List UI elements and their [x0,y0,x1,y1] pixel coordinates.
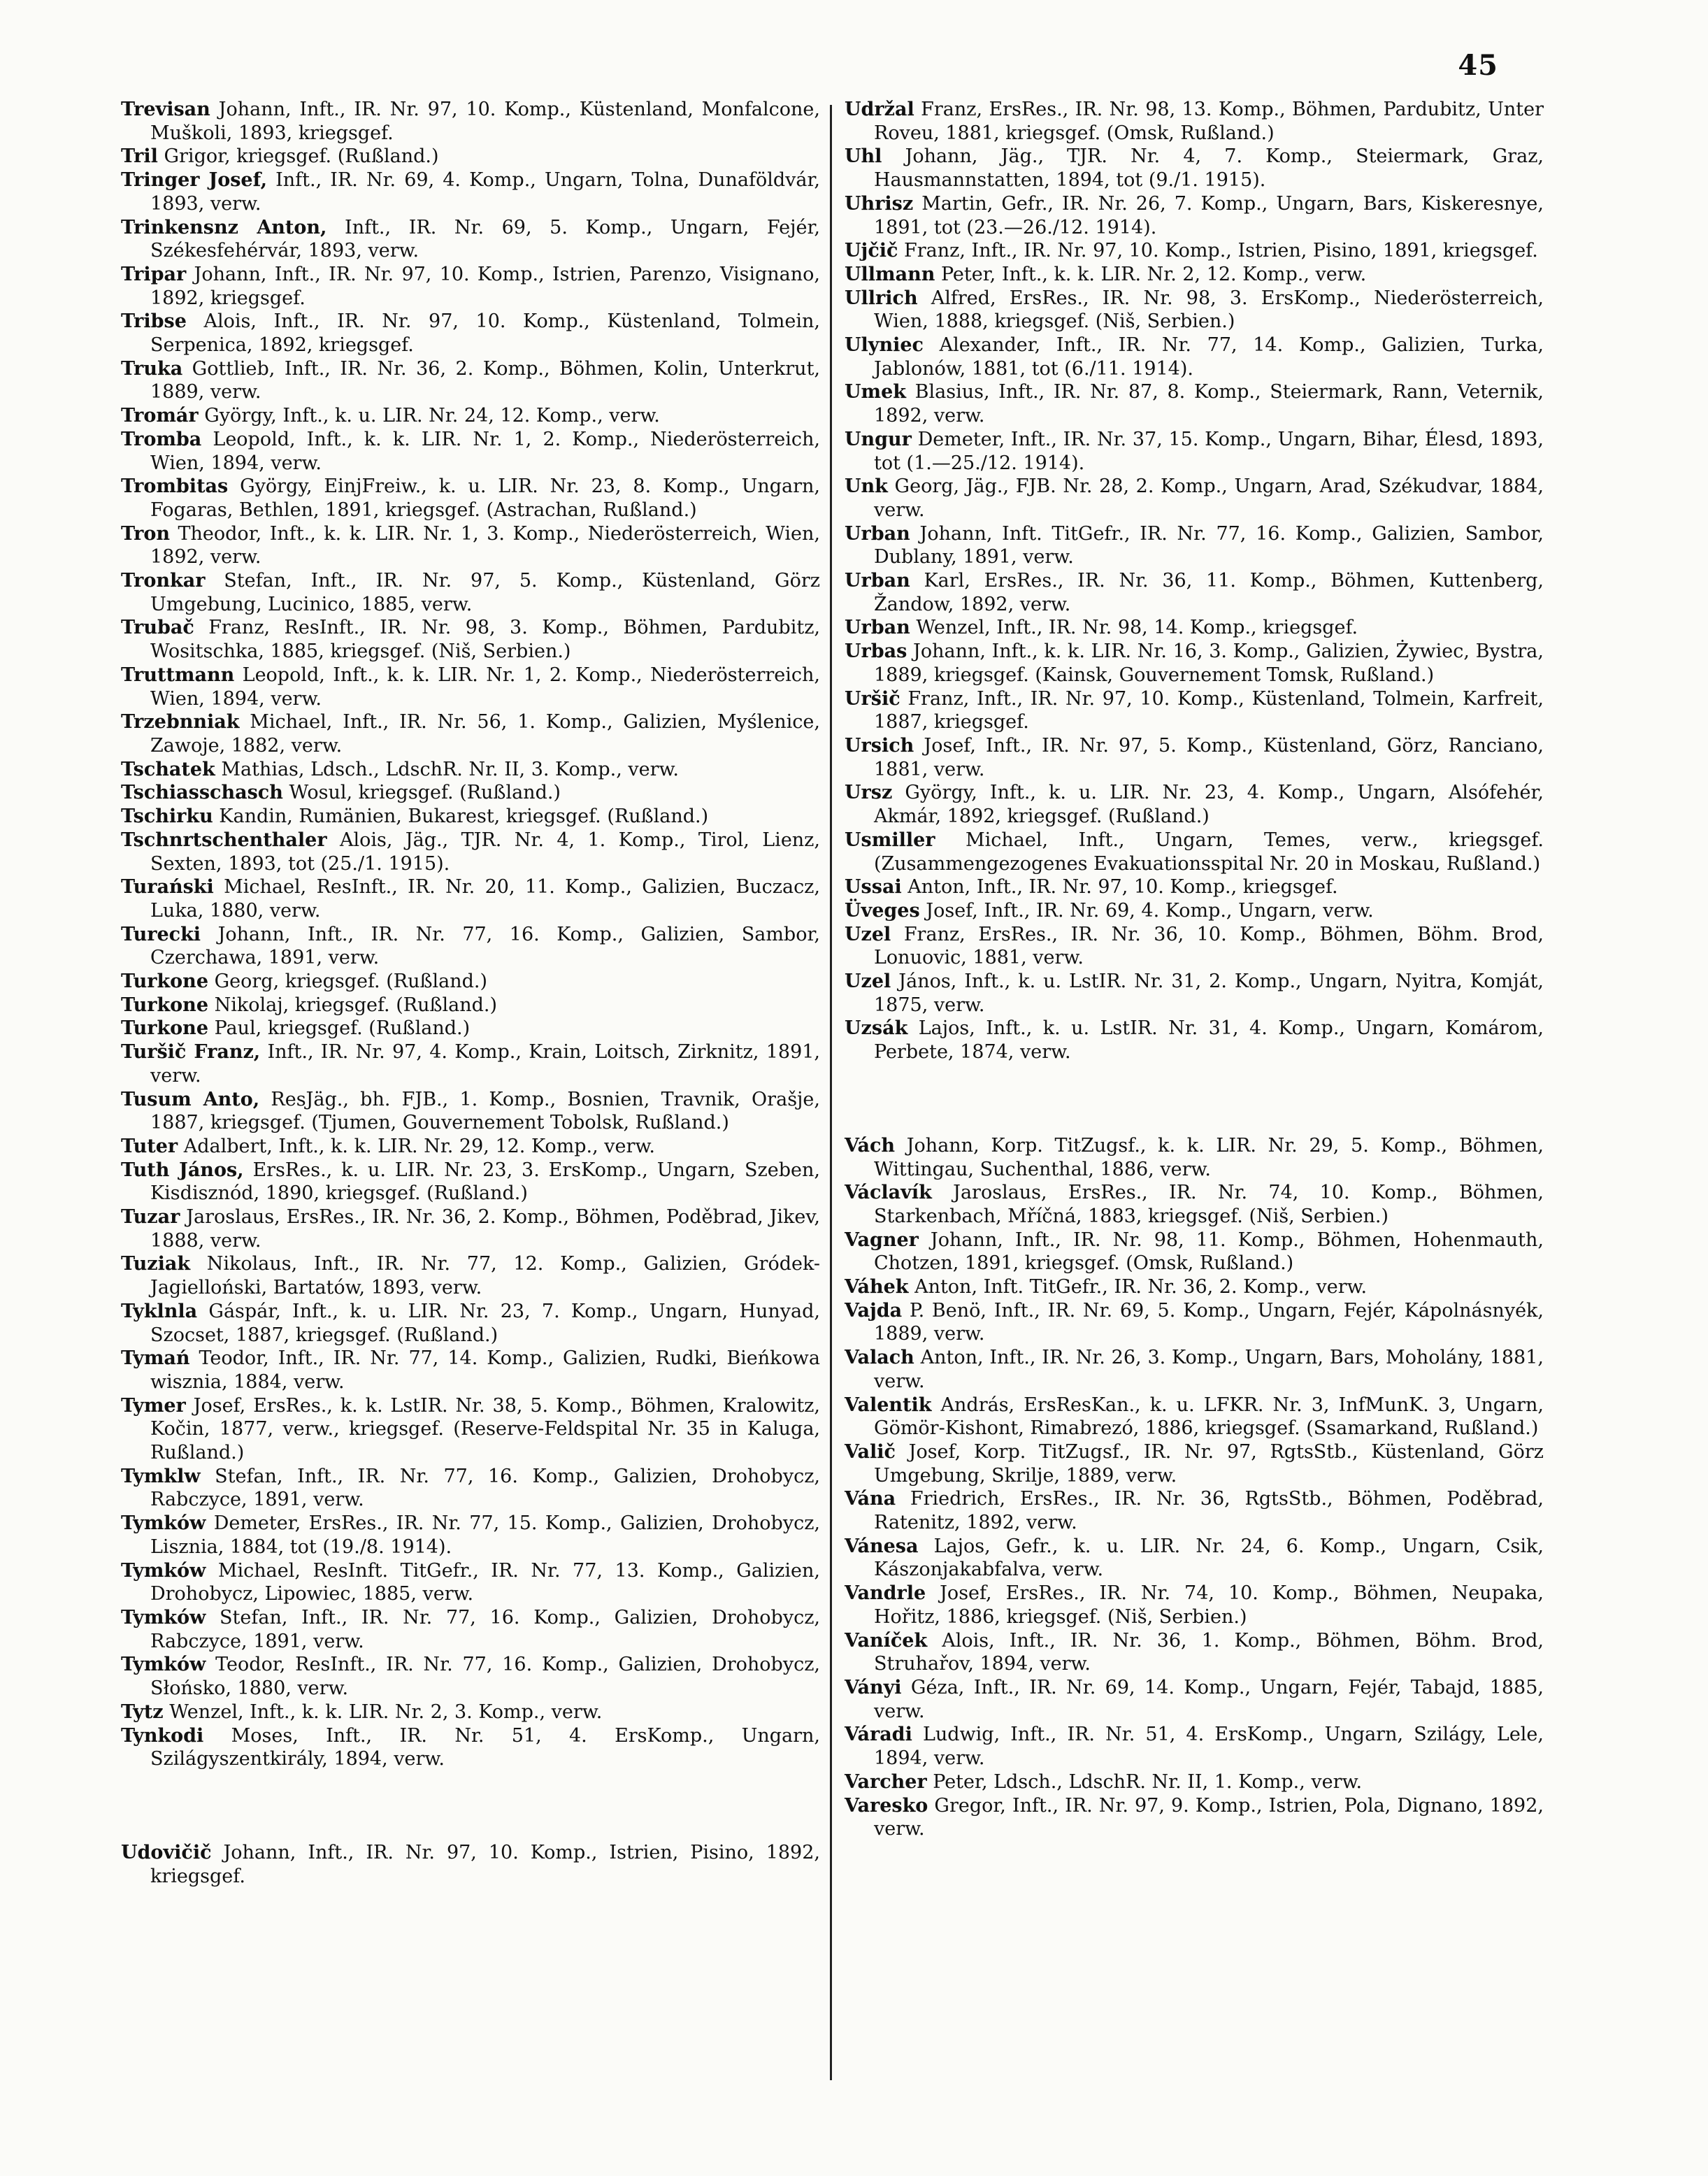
register-entry [121,1724,820,1771]
entry-surname: Turkone [121,971,208,993]
entry-details: Josef, Inft., IR. Nr. 97, 5. Komp., Küstenland, Görz, Ranciano, 1881, verw. [874,734,1544,780]
entry-surname: Václavík [845,1182,932,1204]
register-entry [845,1629,1544,1676]
entry-details: Theodor, Inft., k. k. LIR. Nr. 1, 3. Komp., Niederösterreich, Wien, 1892, verw. [150,522,820,568]
entry-details: Johann, Inft., k. k. LIR. Nr. 16, 3. Komp., Galizien, Żywiec, Bystra, 1889, kriegsgef. (Kainsk, Gouvernement Tomsk, Rußland.) [874,640,1544,686]
entry-surname: Tuziak [121,1253,191,1275]
entry-details: Johann, Inft. TitGefr., IR. Nr. 77, 16. Komp., Galizien, Sambor, Dublany, 1891, verw. [874,522,1544,568]
entry-details: Nikolaj, kriegsgef. (Rußland.) [208,994,498,1016]
register-entry [845,1394,1544,1440]
register-entry [845,1676,1544,1723]
entry-details: Adalbert, Inft., k. k. LIR. Nr. 29, 12. Komp., verw. [178,1135,655,1157]
entry-surname: Turšič Franz, [121,1041,261,1064]
register-entry [121,1205,820,1252]
entry-surname: Trombitas [121,475,229,498]
entry-details: Martin, Gefr., IR. Nr. 26, 7. Komp., Ungarn, Bars, Kiskeresnye, 1891, tot (23.—26./12. 1914). [874,192,1544,238]
entry-surname: Unk [845,475,888,498]
entry-details: Karl, ErsRes., IR. Nr. 36, 11. Komp., Böhmen, Kuttenberg, Žandow, 1892, verw. [874,570,1544,615]
entry-details: György, EinjFreiw., k. u. LIR. Nr. 23, 8. Komp., Ungarn, Fogaras, Bethlen, 1891, kriegsgef. (Astrachan, Rußland.) [150,475,820,521]
register-entry [121,829,820,875]
register-entry [845,522,1544,569]
entry-surname: Trevisan [121,99,210,120]
entry-details: Peter, Ldsch., LdschR. Nr. II, 1. Komp., verw. [926,1770,1363,1793]
register-entry [845,923,1544,970]
register-entry [845,1794,1544,1841]
entry-surname: Uršič [845,687,900,710]
entry-surname: Uhl [845,145,882,168]
entry-surname: Uzel [845,971,891,993]
entry-details: ResJäg., bh. FJB., 1. Komp., Bosnien, Travnik, Orašje, 1887, kriegsgef. (Tjumen, Gouvernement Tobolsk, Rußland.) [150,1088,820,1134]
register-entry [121,781,820,805]
entry-details: Nikolaus, Inft., IR. Nr. 77, 12. Komp., Galizien, Gródek-Jagielloński, Bartatów, 1893, verw. [150,1253,820,1299]
entry-details: Josef, Inft., IR. Nr. 69, 4. Komp., Ungarn, verw. [919,899,1374,922]
register-entry [121,923,820,970]
entry-surname: Urban [845,522,910,545]
register-entry [845,1440,1544,1487]
entry-surname: Valach [845,1347,914,1369]
entry-details: Friedrich, ErsRes., IR. Nr. 36, RgtsStb., Böhmen, Poděbrad, Ratenitz, 1892, verw. [874,1488,1544,1534]
entry-details: Lajos, Gefr., k. u. LIR. Nr. 24, 6. Komp., Ungarn, Csik, Kászonjakabfalva, verw. [874,1535,1544,1581]
entry-surname: Varcher [845,1770,927,1793]
register-entry [845,1299,1544,1346]
entry-details: Leopold, Inft., k. k. LIR. Nr. 1, 2. Komp., Niederösterreich, Wien, 1894, verw. [150,664,820,710]
register-entry [121,875,820,922]
entry-details: P. Benö, Inft., IR. Nr. 69, 5. Komp., Ungarn, Fejér, Kápolnásnyék, 1889, verw. [874,1299,1544,1345]
entry-surname: Tuth János, [121,1159,244,1181]
register-entry [845,1770,1544,1794]
register-entry [845,829,1544,875]
entry-details: Inft., IR. Nr. 97, 4. Komp., Krain, Loitsch, Zirknitz, 1891, verw. [150,1041,821,1087]
register-entry [121,145,820,169]
register-entry [121,1559,820,1606]
entry-details: Wosul, kriegsgef. (Rußland.) [282,782,561,804]
register-entry [845,875,1544,899]
register-entry [121,1300,820,1347]
entry-surname: Tschirku [121,806,213,828]
entry-surname: Tuzar [121,1206,180,1229]
register-entry [845,1487,1544,1534]
entry-surname: Tuter [121,1135,178,1157]
entry-details: Stefan, Inft., IR. Nr. 97, 5. Komp., Küstenland, Görz Umgebung, Lucinico, 1885, verw. [150,570,820,615]
entry-details: Peter, Inft., k. k. LIR. Nr. 2, 12. Komp., verw. [935,263,1367,285]
register-entry [121,1159,820,1205]
entry-surname: Vách [845,1134,896,1157]
entry-details: Kandin, Rumänien, Bukarest, kriegsgef. (Rußland.) [213,806,709,828]
entry-details: Franz, Inft., IR. Nr. 97, 10. Komp., Küstenland, Tolmein, Karfreit, 1887, kriegsgef. [874,687,1544,733]
register-entry [121,1347,820,1394]
register-entry [845,734,1544,781]
entry-details: Franz, ResInft., IR. Nr. 98, 3. Komp., Böhmen, Pardubitz, Wositschka, 1885, kriegsgef. (Niš, Serbien.) [150,617,820,663]
entry-details: Michael, ResInft., IR. Nr. 20, 11. Komp., Galizien, Buczacz, Luka, 1880, verw. [150,876,820,922]
entry-details: Demeter, ErsRes., IR. Nr. 77, 15. Komp., Galizien, Drohobycz, Lisznia, 1884, tot (19./8. 1914). [150,1512,820,1558]
entry-surname: Tringer Josef, [121,169,268,192]
entry-surname: Valič [845,1440,896,1463]
entry-surname: Truka [121,357,183,380]
entry-details: Géza, Inft., IR. Nr. 69, 14. Komp., Ungarn, Fejér, Tabajd, 1885, verw. [874,1677,1544,1722]
register-entry [845,1181,1544,1228]
entry-details: Johann, Jäg., TJR. Nr. 4, 7. Komp., Steiermark, Graz, Hausmannstatten, 1894, tot (9./1. 1915). [874,145,1544,192]
register-entry [845,1582,1544,1629]
register-entry [845,1017,1544,1064]
entry-surname: Vajda [845,1299,903,1322]
register-entry [845,192,1544,239]
entry-surname: Tusum Anto, [121,1088,260,1110]
register-entry [121,263,820,310]
entry-details: Jaroslaus, ErsRes., IR. Nr. 36, 2. Komp., Böhmen, Poděbrad, Jikev, 1888, verw. [150,1206,820,1252]
entry-details: György, Inft., k. u. LIR. Nr. 23, 4. Komp., Ungarn, Alsófehér, Akmár, 1892, kriegsgef. (Rußland.) [874,782,1544,828]
entry-surname: Vána [845,1488,896,1510]
entry-surname: Tril [121,145,158,168]
section-gap [121,1771,820,1841]
entry-details: Anton, Inft., IR. Nr. 26, 3. Komp., Ungarn, Bars, Moholány, 1881, verw. [874,1347,1544,1392]
register-entry [121,169,820,215]
register-entry [121,970,820,994]
entry-details: Alexander, Inft., IR. Nr. 77, 14. Komp., Galizien, Turka, Jablonów, 1881, tot (6./11. 1914). [874,334,1544,380]
entry-surname: Tschatek [121,758,215,780]
entry-details: Wenzel, Inft., IR. Nr. 98, 14. Komp., kriegsgef. [910,617,1358,639]
register-entry [121,1701,820,1724]
entry-surname: Tron [121,522,170,545]
register-entry [121,1017,820,1040]
entry-surname: Turański [121,876,214,899]
entry-surname: Usmiller [845,829,935,851]
register-entry [121,1040,820,1087]
entry-details: Alois, Jäg., TJR. Nr. 4, 1. Komp., Tirol, Lienz, Sexten, 1893, tot (25./1. 1915). [150,829,820,875]
register-entry [121,1135,820,1159]
register-entry [845,380,1544,427]
register-entry [121,1841,820,1888]
entry-details: Gáspár, Inft., k. u. LIR. Nr. 23, 7. Komp., Ungarn, Hunyad, Szocset, 1887, kriegsgef. (Rußland.) [150,1300,820,1346]
entry-surname: Urban [845,617,910,639]
column-divider [830,105,832,2080]
entry-details: Alois, Inft., IR. Nr. 36, 1. Komp., Böhmen, Böhm. Brod, Struhařov, 1894, verw. [874,1629,1544,1675]
register-entry [845,1723,1544,1770]
register-entry [845,970,1544,1017]
entry-details: Michael, Inft., IR. Nr. 56, 1. Komp., Galizien, Myślenice, Zawoje, 1882, verw. [150,711,820,757]
register-entry [121,1512,820,1559]
entry-surname: Turkone [121,1017,208,1040]
entry-details: Josef, Korp. TitZugsf., IR. Nr. 97, RgtsStb., Küstenland, Görz Umgebung, Skrilje, 1889, verw. [874,1440,1544,1487]
entry-details: Anton, Inft. TitGefr., IR. Nr. 36, 2. Komp., verw. [908,1276,1368,1298]
entry-surname: Uzsák [845,1017,908,1040]
entry-surname: Üveges [845,899,920,922]
entry-surname: Váradi [845,1724,912,1746]
register-entry [845,287,1544,334]
register-entry [845,687,1544,734]
entry-details: Georg, kriegsgef. (Rußland.) [208,971,488,993]
entry-details: ErsRes., k. u. LIR. Nr. 23, 3. ErsKomp., Ungarn, Szeben, Kisdisznód, 1890, kriegsgef. (Rußland.) [150,1159,820,1205]
entry-surname: Tymków [121,1559,206,1582]
entry-surname: Tromba [121,428,202,450]
register-entry [121,428,820,475]
register-entry [121,1606,820,1653]
register-entry [121,310,820,357]
entry-surname: Ussai [845,876,902,899]
entry-details: Johann, Inft., IR. Nr. 97, 10. Komp., Istrien, Pisino, 1892, kriegsgef. [150,1841,820,1887]
entry-details: Franz, ErsRes., IR. Nr. 98, 13. Komp., Böhmen, Pardubitz, Unter Roveu, 1881, kriegsgef. (Omsk, Rußland.) [874,99,1544,144]
entry-surname: Trubač [121,617,194,639]
entry-surname: Vandrle [845,1582,926,1605]
register-entry [121,1465,820,1512]
entry-details: Anton, Inft., IR. Nr. 97, 10. Komp., kriegsgef. [901,876,1338,899]
entry-details: Johann, Inft., IR. Nr. 97, 10. Komp., Istrien, Parenzo, Visignano, 1892, kriegsgef. [150,263,820,309]
register-entry [845,1275,1544,1299]
entry-surname: Urban [845,570,910,592]
entry-surname: Varesko [845,1794,928,1817]
entry-surname: Tromár [121,405,199,427]
entry-surname: Váhek [845,1276,909,1298]
register-entry [121,98,820,145]
register-entry [845,334,1544,380]
entry-details: Teodor, ResInft., IR. Nr. 77, 16. Komp., Galizien, Drohobycz, Słońsko, 1880, verw. [150,1654,820,1700]
entry-surname: Urbas [845,640,907,663]
left-column [121,98,820,1888]
register-entry [845,239,1544,263]
entry-surname: Valentik [845,1394,932,1416]
register-entry [845,640,1544,687]
entry-details: Johann, Inft., IR. Nr. 77, 16. Komp., Galizien, Sambor, Czerchawa, 1891, verw. [150,923,820,969]
entry-details: Blasius, Inft., IR. Nr. 87, 8. Komp., Steiermark, Rann, Veternik, 1892, verw. [874,381,1544,427]
right-column [845,98,1544,1841]
entry-details: Alois, Inft., IR. Nr. 97, 10. Komp., Küstenland, Tolmein, Serpenica, 1892, kriegsgef. [150,310,820,357]
entry-details: Johann, Inft., IR. Nr. 97, 10. Komp., Küstenland, Monfalcone, Muškoli, 1893, kriegsgef. [150,99,820,144]
entry-surname: Tynkodi [121,1724,204,1747]
register-entry [845,899,1544,923]
entry-details: Michael, ResInft. TitGefr., IR. Nr. 77, 13. Komp., Galizien, Drohobycz, Lipowiec, 1885, verw. [150,1559,820,1605]
entry-details: Inft., IR. Nr. 69, 4. Komp., Ungarn, Tolna, Dunaföldvár, 1893, verw. [150,169,820,215]
entry-details: Stefan, Inft., IR. Nr. 77, 16. Komp., Galizien, Drohobycz, Rabczyce, 1891, verw. [150,1465,820,1511]
entry-details: Gottlieb, Inft., IR. Nr. 36, 2. Komp., Böhmen, Kolin, Unterkrut, 1889, verw. [150,357,820,403]
register-entry [121,216,820,263]
register-entry [121,404,820,428]
register-entry [845,145,1544,192]
entry-details: Inft., IR. Nr. 69, 5. Komp., Ungarn, Fejér, Székesfehérvár, 1893, verw. [150,216,820,262]
entry-details: Josef, ErsRes., k. k. LstIR. Nr. 38, 5. Komp., Böhmen, Kralowitz, Kočin, 1877, verw., kriegsgef. (Reserve-Feldspital Nr. 35 in Kaluga, Rußland.) [150,1394,820,1464]
entry-surname: Tschnrtschenthaler [121,829,327,851]
entry-details: Michael, Inft., Ungarn, Temes, verw., kriegsgef. (Zusammengezogenes Evakuationsspital Nr. 20 in Moskau, Rußland.) [874,829,1544,875]
entry-surname: Tyklnla [121,1300,198,1322]
entry-surname: Tschiasschasch [121,782,283,804]
entry-surname: Trinkensnz Anton, [121,216,327,238]
register-entry [121,664,820,710]
entry-surname: Ungur [845,428,912,450]
entry-details: Moses, Inft., IR. Nr. 51, 4. ErsKomp., Ungarn, Szilágyszentkirály, 1894, verw. [150,1724,820,1770]
entry-surname: Tripar [121,263,187,285]
entry-surname: Udržal [845,99,914,120]
entry-surname: Ullmann [845,263,935,285]
entry-details: Wenzel, Inft., k. k. LIR. Nr. 2, 3. Komp., verw. [163,1701,603,1723]
register-entry [845,263,1544,287]
entry-surname: Ullrich [845,287,918,309]
register-entry [121,1088,820,1135]
entry-details: György, Inft., k. u. LIR. Nr. 24, 12. Komp., verw. [198,405,660,427]
register-entry [845,569,1544,616]
entry-surname: Tymklw [121,1465,201,1487]
entry-surname: Vagner [845,1229,919,1251]
entry-details: Leopold, Inft., k. k. LIR. Nr. 1, 2. Komp., Niederösterreich, Wien, 1894, verw. [150,428,820,474]
entry-surname: Truttmann [121,664,235,686]
register-entry [845,781,1544,828]
register-entry [845,1229,1544,1275]
entry-details: Johann, Inft., IR. Nr. 98, 11. Komp., Böhmen, Hohenmauth, Chotzen, 1891, kriegsgef. (Omsk, Rußland.) [874,1229,1544,1275]
entry-surname: Tymań [121,1347,190,1370]
entry-surname: Tronkar [121,570,206,592]
entry-details: Teodor, Inft., IR. Nr. 77, 14. Komp., Galizien, Rudki, Bieńkowa wisznia, 1884, verw. [150,1347,820,1393]
entry-details: Jaroslaus, ErsRes., IR. Nr. 74, 10. Komp., Böhmen, Starkenbach, Mříčná, 1883, kriegsgef. (Niš, Serbien.) [874,1182,1544,1227]
register-entry [121,616,820,663]
register-entry [845,98,1544,145]
register-entry [845,475,1544,522]
register-entry [845,1535,1544,1582]
entry-details: Alfred, ErsRes., IR. Nr. 98, 3. ErsKomp., Niederösterreich, Wien, 1888, kriegsgef. (Niš, Serbien.) [874,287,1544,333]
register-entry [845,616,1544,640]
entry-details: Grigor, kriegsgef. (Rußland.) [157,145,439,168]
entry-details: Stefan, Inft., IR. Nr. 77, 16. Komp., Galizien, Drohobycz, Rabczyce, 1891, verw. [150,1607,820,1652]
entry-surname: Tymków [121,1512,206,1535]
register-entry [845,1346,1544,1393]
entry-surname: Tymków [121,1607,206,1629]
entry-surname: Umek [845,381,907,403]
register-entry [121,710,820,757]
register-entry [121,994,820,1017]
entry-details: Demeter, Inft., IR. Nr. 37, 15. Komp., Ungarn, Bihar, Élesd, 1893, tot (1.—25./12. 1914). [874,428,1544,474]
register-entry [845,1134,1544,1181]
entry-surname: Ulyniec [845,334,924,357]
entry-surname: Ursz [845,782,893,804]
register-entry [121,522,820,569]
entry-details: Lajos, Inft., k. u. LstIR. Nr. 31, 4. Komp., Ungarn, Komárom, Perbete, 1874, verw. [874,1017,1544,1064]
register-entry [121,357,820,404]
page-number: 45 [1458,49,1498,82]
entry-details: Gregor, Inft., IR. Nr. 97, 9. Komp., Istrien, Pola, Dignano, 1892, verw. [874,1794,1544,1840]
entry-details: Josef, ErsRes., IR. Nr. 74, 10. Komp., Böhmen, Neupaka, Hořitz, 1886, kriegsgef. (Niš, Serbien.) [874,1582,1544,1628]
section-gap [845,1064,1544,1134]
entry-details: Johann, Korp. TitZugsf., k. k. LIR. Nr. 29, 5. Komp., Böhmen, Wittingau, Suchenthal, 1886, verw. [874,1134,1544,1180]
entry-surname: Ványi [845,1677,902,1698]
register-entry [121,569,820,616]
entry-surname: Turkone [121,994,208,1016]
register-entry [845,428,1544,475]
register-entry [121,1252,820,1299]
register-entry [121,758,820,782]
entry-surname: Uhrisz [845,192,914,215]
entry-details: Franz, Inft., IR. Nr. 97, 10. Komp., Istrien, Pisino, 1891, kriegsgef. [898,240,1538,262]
entry-details: Mathias, Ldsch., LdschR. Nr. II, 3. Komp., verw. [215,758,680,780]
entry-surname: Udovičič [121,1841,212,1863]
entry-details: András, ErsResKan., k. u. LFKR. Nr. 3, InfMunK. 3, Ungarn, Gömör-Kishont, Rimabrezó, 1886, kriegsgef. (Ssamarkand, Rußland.) [874,1394,1544,1440]
entry-details: Georg, Jäg., FJB. Nr. 28, 2. Komp., Ungarn, Arad, Székudvar, 1884, verw. [874,475,1544,521]
register-entry [121,805,820,829]
entry-surname: Tytz [121,1701,164,1723]
register-entry [121,475,820,522]
register-entry [121,1394,820,1465]
entry-surname: Turecki [121,923,201,945]
entry-surname: Vánesa [845,1535,919,1557]
entry-surname: Ujčič [845,240,898,262]
entry-surname: Tymer [121,1394,186,1417]
register-entry [121,1653,820,1700]
entry-surname: Tribse [121,310,187,333]
entry-details: Ludwig, Inft., IR. Nr. 51, 4. ErsKomp., Ungarn, Szilágy, Lele, 1894, verw. [874,1724,1544,1770]
entry-surname: Tymków [121,1654,206,1676]
entry-details: János, Inft., k. u. LstIR. Nr. 31, 2. Komp., Ungarn, Nyitra, Komját, 1875, verw. [874,971,1544,1016]
entry-surname: Ursich [845,734,914,757]
entry-details: Paul, kriegsgef. (Rußland.) [208,1017,471,1040]
entry-surname: Trzebnniak [121,711,240,733]
entry-details: Franz, ErsRes., IR. Nr. 36, 10. Komp., Böhmen, Böhm. Brod, Lonuovic, 1881, verw. [874,923,1544,969]
entry-surname: Vaníček [845,1629,928,1652]
entry-surname: Uzel [845,923,891,945]
